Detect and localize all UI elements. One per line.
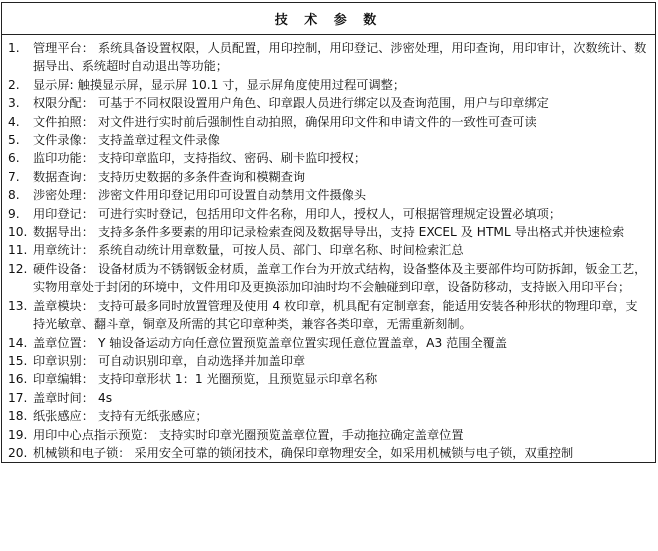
list-item <box>8 352 649 370</box>
item-number: 7. <box>8 169 20 184</box>
item-text <box>33 334 649 352</box>
item-label: 数据导出： <box>33 225 94 240</box>
list-item <box>8 444 649 462</box>
item-label: 用印登记： <box>33 206 94 221</box>
item-description: 系统自动统计用章数量，可按人员、部门、印章名称、时间检索汇总 <box>97 243 464 258</box>
item-label: 印章编辑： <box>33 372 94 387</box>
list-item <box>8 426 649 444</box>
item-number: 12. <box>8 261 28 276</box>
item-description: 支持盖章过程文件录像 <box>97 133 220 148</box>
item-text <box>33 76 649 94</box>
item-text <box>33 241 649 259</box>
item-description: 支持印章形状 1：1 光圈预览，且预览显示印章名称 <box>97 372 378 387</box>
item-label: 数据查询： <box>33 169 94 184</box>
item-text <box>33 297 649 334</box>
item-number: 16. <box>8 372 28 387</box>
list-item <box>8 370 649 388</box>
item-text <box>33 260 649 297</box>
item-description: 可基于不同权限设置用户角色、印章跟人员进行绑定以及查询范围，用户与印章绑定 <box>97 96 549 111</box>
item-label: 涉密处理： <box>33 188 94 203</box>
item-description: 设备材质为不锈钢钣金材质，盖章工作台为开放式结构，设备整体及主要部件均可防拆卸，钣金工艺，实物用章处于封闭的环境中，文件用印及更换添加印油时均不会触碰到印章，设备防移动，支持嵌入用印平台； <box>33 261 647 295</box>
item-description: 支持有无纸张感应； <box>97 409 208 424</box>
item-text <box>33 370 649 388</box>
list-item <box>8 186 649 204</box>
item-number: 10. <box>8 225 28 240</box>
list-item <box>8 168 649 186</box>
item-text <box>33 131 649 149</box>
item-label: 盖章模块： <box>33 298 94 313</box>
item-description: 可进行实时登记，包括用印文件名称，用印人，授权人，可根据管理规定设置必填项； <box>97 206 562 221</box>
item-text <box>33 168 649 186</box>
spec-list <box>2 35 656 463</box>
item-number: 20. <box>8 445 28 460</box>
item-label: 纸张感应： <box>33 409 94 424</box>
item-label: 机械锁和电子锁： <box>33 445 131 460</box>
item-label: 显示屏: <box>33 77 74 92</box>
list-item <box>8 223 649 241</box>
item-number: 2. <box>8 77 20 92</box>
item-description: 4s <box>97 390 113 405</box>
list-item <box>8 260 649 297</box>
item-description: 系统具备设置权限，人员配置，用印控制，用印登记、涉密处理，用印查询，用印审计，次数统计、数据导出、系统超时自动退出等功能； <box>33 41 647 74</box>
item-text <box>33 352 649 370</box>
item-number: 14. <box>8 335 28 350</box>
item-number: 4. <box>8 114 20 129</box>
item-number: 1. <box>8 41 20 55</box>
item-text <box>33 205 649 223</box>
list-item <box>8 94 649 112</box>
item-text <box>33 389 649 407</box>
item-description: 支持多条件多要素的用印记录检索查阅及数据导导出，支持 EXCEL 及 HTML 导出格式并快速检索 <box>97 225 625 240</box>
item-label: 盖章位置： <box>33 335 94 350</box>
item-text <box>33 113 649 131</box>
item-number: 15. <box>8 353 28 368</box>
item-text <box>33 94 649 112</box>
list-item <box>8 131 649 149</box>
item-description: 支持印章监印，支持指纹、密码、刷卡监印授权； <box>97 151 367 166</box>
item-number: 8. <box>8 188 20 203</box>
item-number: 6. <box>8 151 20 166</box>
list-item <box>8 389 649 407</box>
item-text <box>33 39 649 76</box>
item-number: 3. <box>8 96 20 111</box>
item-description: 支持实时印章光圈预览盖章位置，手动拖拉确定盖章位置 <box>158 427 464 442</box>
item-label: 管理平台： <box>33 41 94 55</box>
item-number: 13. <box>8 298 28 313</box>
list-item <box>8 297 649 334</box>
item-label: 硬件设备： <box>33 261 94 276</box>
item-label: 用印中心点指示预览： <box>33 427 155 442</box>
item-number: 5. <box>8 133 20 148</box>
item-description: 支持可最多同时放置管理及使用 4 枚印章，机具配有定制章套，能适用安装各种形状的物理印章，支持光敏章、翻斗章，铜章及所需的其它印章种类，兼容各类印章，无需重新刻制。 <box>33 298 638 332</box>
item-description: 涉密文件用印登记用印可设置自动禁用文件摄像头 <box>97 188 367 203</box>
item-number: 18. <box>8 409 28 424</box>
item-description: 可自动识别印章，自动选择并加盖印章 <box>97 353 306 368</box>
list-item <box>8 149 649 167</box>
item-number: 19. <box>8 427 28 442</box>
item-description: 支持历史数据的多条件查询和模糊查询 <box>97 169 306 184</box>
item-text <box>33 149 649 167</box>
list-item <box>8 39 649 76</box>
list-item <box>8 241 649 259</box>
item-label: 文件拍照： <box>33 114 94 129</box>
item-number: 11. <box>8 243 28 258</box>
item-label: 印章识别： <box>33 353 94 368</box>
item-text <box>33 407 649 425</box>
list-item <box>8 76 649 94</box>
list-item <box>8 113 649 131</box>
item-text <box>33 223 649 241</box>
list-item <box>8 205 649 223</box>
list-item <box>8 334 649 352</box>
item-label: 权限分配： <box>33 96 94 111</box>
item-description: Y 轴设备运动方向任意位置预览盖章位置实现任意位置盖章，A3 范围全覆盖 <box>97 335 508 350</box>
item-text <box>33 186 649 204</box>
item-label: 监印功能： <box>33 151 94 166</box>
item-number: 9. <box>8 206 20 221</box>
item-description: 对文件进行实时前后强制性自动拍照，确保用印文件和申请文件的一致性可查可读 <box>97 114 537 129</box>
item-label: 盖章时间： <box>33 390 94 405</box>
item-text <box>33 444 649 462</box>
spec-table <box>1 2 656 463</box>
item-text <box>33 426 649 444</box>
item-label: 文件录像： <box>33 133 94 148</box>
item-description: 采用安全可靠的锁闭技术，确保印章物理安全，如采用机械锁与电子锁，双重控制 <box>134 445 574 460</box>
item-label: 用章统计： <box>33 243 94 258</box>
list-item <box>8 407 649 425</box>
item-description: 触摸显示屏，显示屏 10.1 寸，显示屏角度使用过程可调整； <box>77 77 406 92</box>
item-number: 17. <box>8 390 28 405</box>
table-title: 技 术 参 数 <box>2 3 656 35</box>
